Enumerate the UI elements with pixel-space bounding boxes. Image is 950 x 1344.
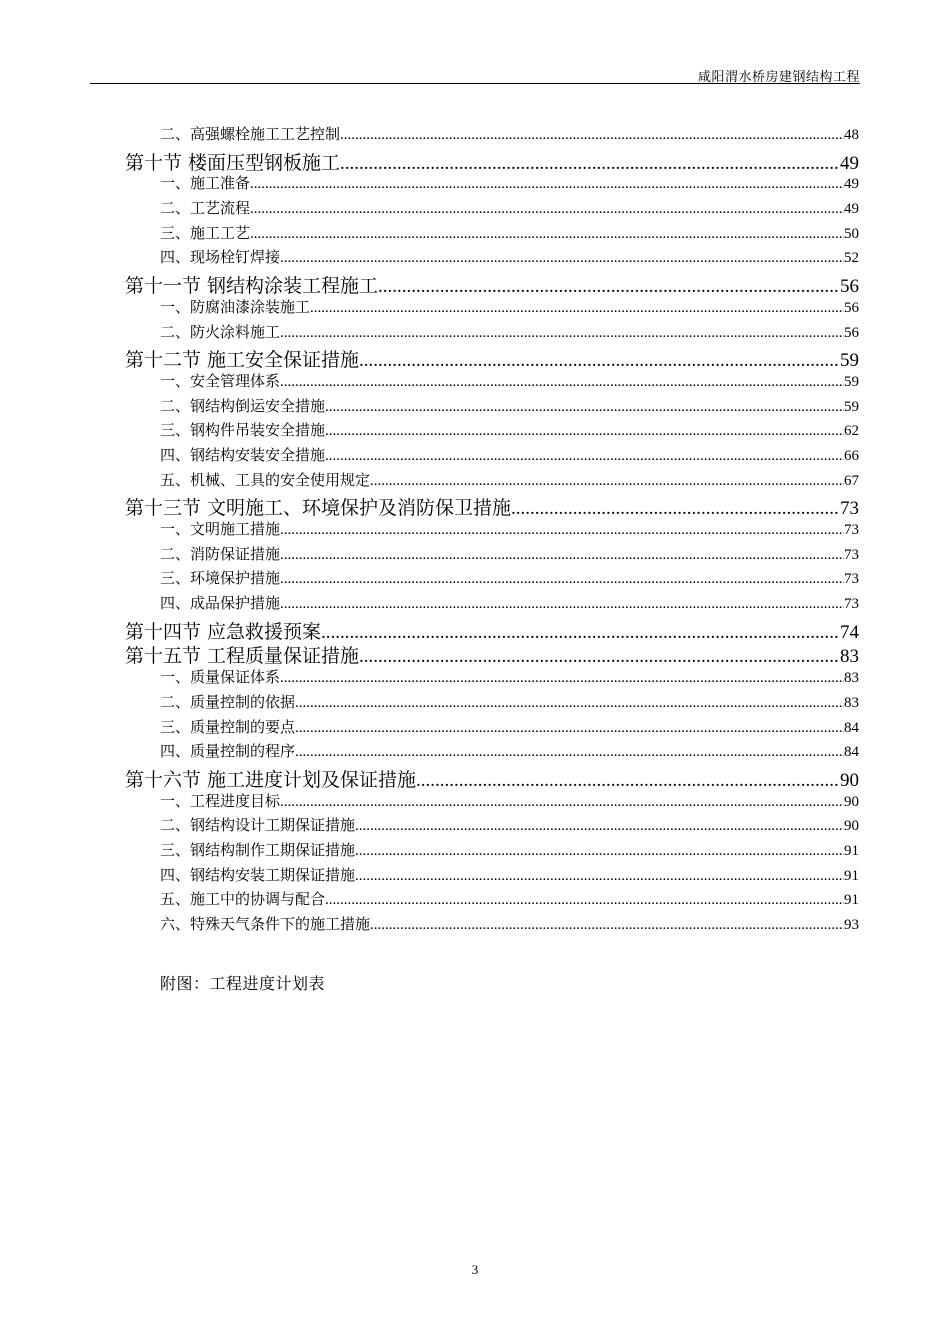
toc-section-entry[interactable] (125, 493, 859, 518)
toc-entry-page: 73 (844, 546, 859, 563)
toc-dot-leader (280, 670, 844, 687)
toc-dot-leader (295, 744, 844, 761)
toc-section-entry[interactable] (125, 148, 859, 173)
toc-subsection-entry[interactable] (125, 888, 859, 913)
toc-entry-label: 二、高强螺栓施工工艺控制 (160, 125, 341, 143)
toc-entry-page: 59 (844, 398, 859, 415)
toc-dot-leader (250, 201, 844, 218)
toc-entry-label: 四、成品保护措施 (160, 594, 281, 613)
toc-subsection-entry[interactable] (125, 370, 859, 395)
toc-entry-label: 一、施工准备 (160, 174, 251, 193)
toc-entry-label: 三、环境保护措施 (160, 569, 281, 588)
toc-entry-label: 五、施工中的协调与配合 (160, 890, 326, 909)
toc-dot-leader (280, 596, 844, 613)
toc-entry-page: 84 (844, 719, 859, 736)
toc-entry-label: 四、现场栓钉焊接 (160, 248, 281, 267)
toc-entry-page: 66 (844, 447, 859, 464)
toc-entry-label: 四、钢结构安装安全措施 (160, 445, 326, 464)
toc-dot-leader (325, 423, 844, 440)
toc-dot-leader (416, 770, 840, 792)
toc-section-entry[interactable] (125, 617, 859, 642)
toc-entry-page: 90 (840, 769, 859, 791)
toc-dot-leader (280, 325, 844, 342)
toc-entry-label: 三、质量控制的要点 (160, 717, 296, 736)
toc-entry-page: 74 (840, 621, 859, 643)
toc-dot-leader (280, 794, 844, 811)
toc-dot-leader (511, 498, 840, 520)
toc-dot-leader (359, 350, 840, 372)
toc-entry-label: 三、钢构件吊装安全措施 (160, 421, 326, 440)
toc-entry-label: 五、机械、工具的安全使用规定 (160, 470, 371, 489)
toc-dot-leader (355, 843, 844, 860)
toc-entry-page: 50 (844, 225, 859, 242)
toc-subsection-entry[interactable] (125, 839, 859, 864)
toc-entry-label: 第十一节 钢结构涂装工程施工 (125, 275, 379, 298)
toc-subsection-entry[interactable] (125, 543, 859, 568)
toc-dot-leader (280, 571, 844, 588)
toc-subsection-entry[interactable] (125, 246, 859, 271)
toc-subsection-entry[interactable] (125, 666, 859, 691)
toc-entry-page: 49 (840, 152, 859, 174)
toc-section-entry[interactable] (125, 271, 859, 296)
toc-entry-label: 二、消防保证措施 (160, 544, 281, 563)
toc-entry-page: 56 (844, 299, 859, 316)
toc-subsection-entry[interactable] (125, 913, 859, 938)
toc-entry-label: 三、钢结构制作工期保证措施 (160, 840, 356, 859)
toc-dot-leader (325, 448, 844, 465)
toc-dot-leader (250, 176, 844, 193)
toc-entry-label: 二、钢结构倒运安全措施 (160, 396, 326, 415)
toc-entry-label: 第十二节 施工安全保证措施 (125, 349, 360, 372)
toc-entry-page: 83 (844, 694, 859, 711)
toc-entry-page: 49 (844, 176, 859, 193)
toc-subsection-entry[interactable] (125, 790, 859, 815)
toc-section-entry[interactable] (125, 345, 859, 370)
toc-entry-page: 91 (844, 892, 859, 909)
toc-section-entry[interactable] (125, 765, 859, 790)
toc-dot-leader (310, 300, 844, 317)
toc-dot-leader (280, 547, 844, 564)
toc-entry-page: 83 (840, 646, 859, 668)
toc-entry-label: 二、钢结构设计工期保证措施 (160, 816, 356, 835)
toc-dot-leader (295, 720, 844, 737)
toc-dot-leader (250, 226, 844, 243)
header-rule (90, 83, 860, 84)
toc-entry-page: 56 (840, 276, 859, 298)
toc-dot-leader (280, 374, 844, 391)
toc-entry-page: 59 (844, 373, 859, 390)
toc-entry-label: 六、特殊天气条件下的施工措施 (160, 915, 371, 933)
toc-entry-label: 一、工程进度目标 (160, 791, 281, 810)
toc-entry-label: 一、文明施工措施 (160, 520, 281, 538)
toc-dot-leader (378, 276, 840, 298)
toc-subsection-entry[interactable] (125, 395, 859, 420)
toc-entry-label: 第十三节 文明施工、环境保护及消防保卫措施 (125, 497, 512, 520)
toc-dot-leader (321, 622, 840, 644)
toc-dot-leader (295, 695, 844, 712)
toc-entry-label: 第十四节 应急救援预案 (125, 620, 322, 643)
table-of-contents (125, 123, 859, 938)
toc-entry-page: 73 (840, 498, 859, 520)
toc-entry-page: 56 (844, 324, 859, 341)
toc-dot-leader (355, 818, 844, 835)
toc-subsection-entry[interactable] (125, 469, 859, 494)
toc-entry-label: 三、施工工艺 (160, 223, 251, 242)
toc-entry-page: 67 (844, 472, 859, 489)
toc-subsection-entry[interactable] (125, 296, 859, 321)
toc-entry-label: 二、工艺流程 (160, 199, 251, 218)
toc-subsection-entry[interactable] (125, 123, 859, 148)
toc-subsection-entry[interactable] (125, 172, 859, 197)
toc-dot-leader (340, 127, 844, 144)
toc-dot-leader (370, 473, 844, 490)
toc-entry-page: 48 (844, 127, 859, 143)
toc-entry-page: 83 (844, 670, 859, 687)
toc-section-entry[interactable] (125, 641, 859, 666)
toc-dot-leader (340, 153, 840, 175)
appendix-note: 附图：工程进度计划表 (160, 974, 326, 993)
toc-entry-page: 73 (844, 571, 859, 588)
toc-subsection-entry[interactable] (125, 691, 859, 716)
toc-dot-leader (325, 399, 844, 416)
toc-entry-page: 90 (844, 818, 859, 835)
toc-subsection-entry[interactable] (125, 567, 859, 592)
toc-entry-page: 91 (844, 867, 859, 884)
toc-entry-page: 93 (844, 917, 859, 933)
toc-entry-label: 第十五节 工程质量保证措施 (125, 645, 360, 668)
toc-subsection-entry[interactable] (125, 222, 859, 247)
toc-subsection-entry[interactable] (125, 444, 859, 469)
toc-entry-page: 62 (844, 423, 859, 440)
toc-entry-label: 四、钢结构安装工期保证措施 (160, 865, 356, 884)
toc-subsection-entry[interactable] (125, 814, 859, 839)
page-number: 3 (471, 1262, 479, 1277)
toc-dot-leader (355, 868, 844, 885)
toc-entry-page: 73 (844, 522, 859, 538)
toc-entry-page: 91 (844, 842, 859, 859)
toc-dot-leader (325, 892, 844, 909)
toc-subsection-entry[interactable] (125, 592, 859, 617)
toc-subsection-entry[interactable] (125, 419, 859, 444)
toc-entry-label: 第十节 楼面压型钢板施工 (125, 151, 341, 174)
toc-entry-label: 一、安全管理体系 (160, 371, 281, 390)
toc-subsection-entry[interactable] (125, 518, 859, 543)
toc-entry-label: 二、质量控制的依据 (160, 692, 296, 711)
toc-entry-label: 四、质量控制的程序 (160, 742, 296, 761)
toc-entry-label: 第十六节 施工进度计划及保证措施 (125, 768, 417, 791)
toc-subsection-entry[interactable] (125, 716, 859, 741)
toc-entry-page: 73 (844, 596, 859, 613)
toc-dot-leader (359, 646, 840, 668)
running-header-title: 咸阳渭水桥房建钢结构工程 (697, 70, 860, 85)
toc-entry-page: 52 (844, 250, 859, 267)
toc-subsection-entry[interactable] (125, 321, 859, 346)
toc-entry-label: 二、防火涂料施工 (160, 322, 281, 341)
toc-entry-label: 一、质量保证体系 (160, 668, 281, 687)
toc-entry-page: 84 (844, 744, 859, 761)
toc-subsection-entry[interactable] (125, 740, 859, 765)
toc-entry-page: 90 (844, 793, 859, 810)
toc-entry-label: 一、防腐油漆涂装施工 (160, 297, 311, 316)
toc-entry-page: 49 (844, 201, 859, 218)
toc-dot-leader (280, 522, 844, 539)
toc-subsection-entry[interactable] (125, 197, 859, 222)
toc-subsection-entry[interactable] (125, 864, 859, 889)
toc-entry-page: 59 (840, 350, 859, 372)
toc-dot-leader (280, 250, 844, 267)
toc-dot-leader (370, 917, 844, 934)
